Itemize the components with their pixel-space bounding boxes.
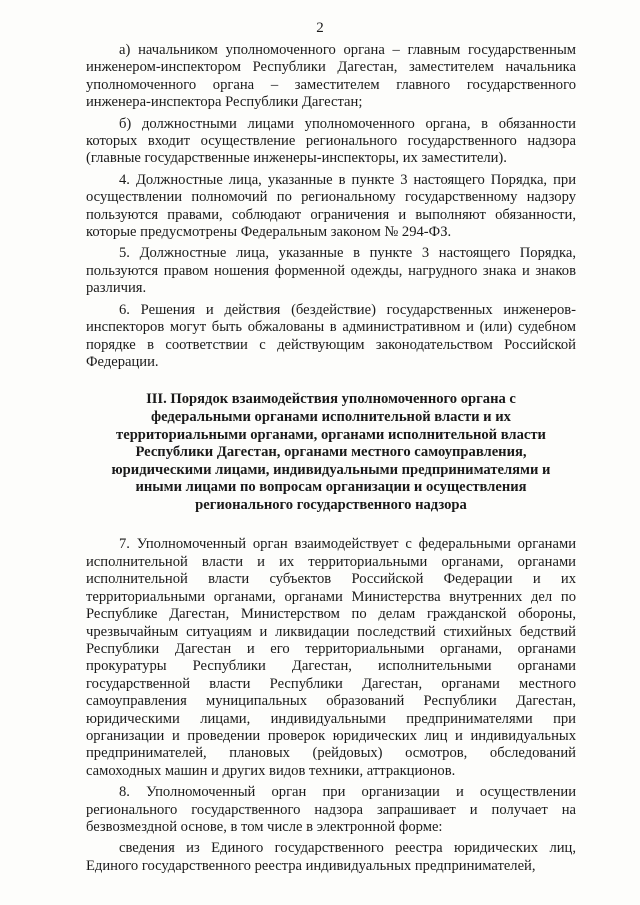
paragraph-8-item: сведения из Единого государственного реестра юридических лиц, Единого государственного реестра индивидуальных предпринимателей, — [86, 840, 576, 874]
paragraph-3b: б) должностными лицами уполномоченного органа, в обязанности которых входит осуществление регионального государственного надзора (главные государственные инженеры-инспекторы, их заместители). — [86, 115, 576, 167]
paragraph-6: 6. Решения и действия (бездействие) государственных инженеров-инспекторов могут быть обжалованы в административном и (или) судебном порядке в соответствии с действующим законодательством Российской Федерации. — [86, 301, 576, 370]
section-heading-line: регионального государственного надзора — [195, 496, 467, 513]
paragraph-8: 8. Уполномоченный орган при организации и осуществлении регионального государственного надзора запрашивает и получает на безвозмездной основе, в том числе в электронной форме: — [86, 784, 576, 835]
section-heading-line: Республики Дагестан, органами местного самоуправления, — [135, 444, 527, 461]
paragraph-5: 5. Должностные лица, указанные в пункте 3 настоящего Порядка, пользуются правом ношения форменной одежды, нагрудного знака и знаков различия. — [86, 245, 576, 297]
section-heading-line: федеральными органами исполнительной власти и их — [151, 408, 511, 425]
page-number: 2 — [316, 20, 324, 36]
section-heading-line: III. Порядок взаимодействия уполномоченного органа с — [146, 391, 516, 408]
paragraph-4: 4. Должностные лица, указанные в пункте 3 настоящего Порядка, при осуществлении полномочий по региональному государственному надзору пользуются правами, соблюдают ограничения и выполняют обязанности, которые предусмотрены Федеральным законом № 294-ФЗ. — [86, 171, 576, 241]
section-heading-line: иными лицами по вопросам организации и осуществления — [135, 479, 527, 496]
paragraph-3a: а) начальником уполномоченного органа – главным государственным инженером-инспектором Республики Дагестан, заместителем начальника уполномоченного органа – заместителем главного государственного инженера-инспектора Республики Дагестан; — [86, 42, 576, 111]
paragraph-7: 7. Уполномоченный орган взаимодействует с федеральными органами исполнительной власти и их территориальными органами, органами исполнительной власти субъектов Российской Федерации и их территориальными органами, органами Министерства внутренних дел по Республике Дагестан, Министерством по делам гражданской обороны, чрезвычайным ситуациям и ликвидации последствий стихийных бедствий Республики Дагестан и его территориальными органами, органами прокуратуры Республики Дагестан, исполнительными органами государственной власти Республики Дагестан, органами местного самоуправления муниципальных образований Республики Дагестан, юридическими лицами, индивидуальными предпринимателями при организации и проведении проверок юридических лиц и индивидуальных предпринимателей, плановых (рейдовых) осмотров, обследований самоходных машин и других видов техники, аттракционов. — [86, 536, 576, 779]
document-body — [86, 42, 576, 879]
section-heading-line: территориальными органами, органами исполнительной власти — [116, 426, 546, 443]
section-heading-line: юридическими лицами, индивидуальными предпринимателями и — [111, 461, 551, 478]
section-heading — [86, 391, 576, 514]
